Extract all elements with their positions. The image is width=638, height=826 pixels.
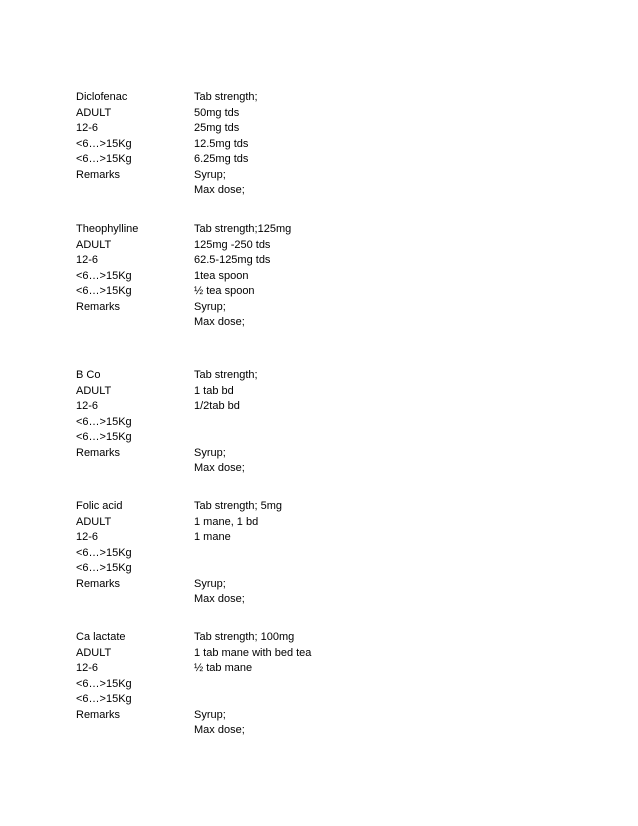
max-dose-label: Max dose; <box>194 316 245 328</box>
remarks-label: Remarks <box>76 168 121 181</box>
drug-left-column <box>76 499 132 592</box>
dose-value <box>194 561 282 577</box>
dose-value <box>194 692 311 708</box>
drug-name: B Co <box>76 369 101 381</box>
dose-row-label: ADULT <box>76 238 112 251</box>
tab-strength: Tab strength; 100mg <box>194 631 295 643</box>
dose-row-label: <6…>15Kg <box>76 677 132 690</box>
dose-row-label: <6…>15Kg <box>76 153 132 165</box>
dose-row-label: <6…>15Kg <box>76 693 132 705</box>
dose-value: 12.5mg tds <box>194 137 249 150</box>
dose-row-label: 12-6 <box>76 254 99 266</box>
remarks-label: Remarks <box>76 300 121 313</box>
max-dose-label: Max dose; <box>194 724 245 736</box>
dose-row-label: <6…>15Kg <box>76 546 132 559</box>
dose-value: 6.25mg tds <box>194 153 249 165</box>
dose-value: 1/2tab bd <box>194 400 240 412</box>
syrup-label: Syrup; <box>194 446 226 459</box>
dose-value <box>194 546 282 562</box>
drug-name: Theophylline <box>76 223 139 235</box>
dose-row-label: <6…>15Kg <box>76 415 132 428</box>
dose-value <box>194 677 311 693</box>
dose-value: 1 tab mane with bed tea <box>194 646 312 659</box>
dose-row-label: 12-6 <box>76 122 99 134</box>
drug-left-column <box>76 630 132 723</box>
drug-name: Ca lactate <box>76 631 126 643</box>
drug-name: Diclofenac <box>76 91 128 103</box>
dose-value: 125mg -250 tds <box>194 238 271 251</box>
drug-right-column <box>194 630 311 739</box>
dose-row-label: <6…>15Kg <box>76 285 132 297</box>
drug-right-column <box>194 222 291 331</box>
drug-right-column <box>194 90 258 199</box>
dose-value: 50mg tds <box>194 106 240 119</box>
syrup-label: Syrup; <box>194 168 226 181</box>
dose-value: 1 mane <box>194 531 231 543</box>
tab-strength: Tab strength; <box>194 91 258 103</box>
max-dose-label: Max dose; <box>194 593 245 605</box>
dose-value: 62.5-125mg tds <box>194 254 271 266</box>
dose-value: ½ tea spoon <box>194 285 255 297</box>
dose-value: 1 mane, 1 bd <box>194 515 259 528</box>
dose-row-label: <6…>15Kg <box>76 431 132 443</box>
dose-row-label: <6…>15Kg <box>76 269 132 282</box>
drug-name: Folic acid <box>76 500 123 512</box>
dose-value: 1tea spoon <box>194 269 249 282</box>
max-dose-label: Max dose; <box>194 462 245 474</box>
dose-row-label: 12-6 <box>76 400 99 412</box>
dose-row-label: 12-6 <box>76 662 99 674</box>
drug-right-column <box>194 368 258 477</box>
drug-left-column <box>76 368 132 461</box>
syrup-label: Syrup; <box>194 708 226 721</box>
dose-row-label: ADULT <box>76 646 112 659</box>
drug-left-column <box>76 222 138 315</box>
remarks-label: Remarks <box>76 577 121 590</box>
drug-right-column <box>194 499 282 608</box>
remarks-label: Remarks <box>76 446 121 459</box>
dose-value: ½ tab mane <box>194 662 253 674</box>
dose-row-label: ADULT <box>76 106 112 119</box>
dose-row-label: ADULT <box>76 384 112 397</box>
syrup-label: Syrup; <box>194 577 226 590</box>
dose-row-label: <6…>15Kg <box>76 562 132 574</box>
tab-strength: Tab strength;125mg <box>194 223 292 235</box>
dose-row-label: ADULT <box>76 515 112 528</box>
tab-strength: Tab strength; <box>194 369 258 381</box>
tab-strength: Tab strength; 5mg <box>194 500 283 512</box>
dose-value: 1 tab bd <box>194 384 234 397</box>
dose-value <box>194 430 258 446</box>
syrup-label: Syrup; <box>194 300 226 313</box>
remarks-label: Remarks <box>76 708 121 721</box>
drug-left-column <box>76 90 132 183</box>
dose-value <box>194 415 258 431</box>
max-dose-label: Max dose; <box>194 184 245 196</box>
dose-row-label: 12-6 <box>76 531 99 543</box>
dose-row-label: <6…>15Kg <box>76 137 132 150</box>
dose-value: 25mg tds <box>194 122 240 134</box>
